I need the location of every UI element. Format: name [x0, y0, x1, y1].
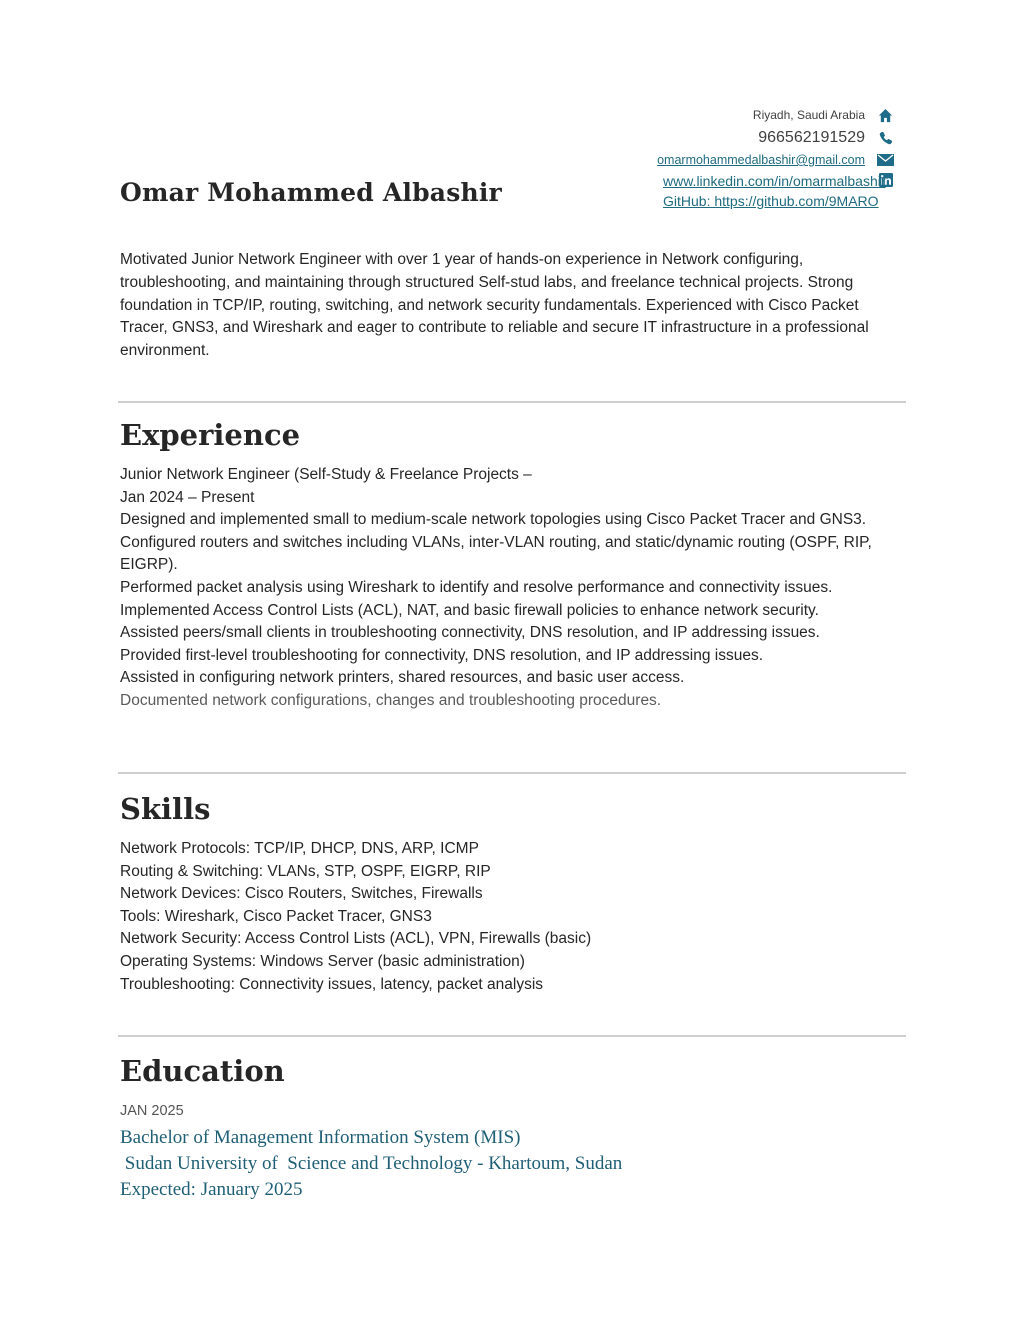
email-link[interactable]: omarmohammedalbashir@gmail.com: [657, 153, 865, 167]
skill-item: Operating Systems: Windows Server (basic administration): [120, 952, 525, 970]
contact-location-row: [753, 104, 894, 126]
job-role: Junior Network Engineer (Self-Study & Freelance Projects –: [120, 466, 532, 483]
job-dates: Jan 2024 – Present: [120, 488, 255, 506]
contact-email-row: [657, 149, 894, 171]
professional-summary: Motivated Junior Network Engineer with over 1 year of hands-on experience in Network configuring, troubleshooting, and maintaining through structured Self-stud labs, and freelance technical projects. Strong foundation in TCP/IP, routing, switching, and network security fundamentals. Experienced with Cisco Packet Tracer, GNS3, and Wireshark and eager to contribute to reliable and secure IT infrastructure in a professional environment.: [120, 251, 869, 360]
skill-item: Tools: Wireshark, Cisco Packet Tracer, GNS3: [120, 907, 432, 925]
section-divider: [118, 772, 906, 774]
skills-heading: Skills: [120, 792, 211, 826]
expected-graduation: Expected: January 2025: [120, 1179, 303, 1200]
skill-item: Routing & Switching: VLANs, STP, OSPF, EIGRP, RIP: [120, 862, 491, 880]
skills-list: [120, 838, 910, 996]
experience-item: Configured routers and switches including VLANs, inter-VLAN routing, and static/dynamic routing (OSPF, RIP, EIGRP).: [120, 533, 872, 574]
experience-item: Performed packet analysis using Wireshark to identify and resolve performance and connectivity issues.: [120, 578, 833, 596]
phone-icon: [877, 130, 894, 147]
email-icon: [877, 152, 894, 169]
location-text: Riyadh, Saudi Arabia: [752, 108, 865, 122]
experience-item: Documented network configurations, changes and troubleshooting procedures.: [120, 691, 662, 709]
phone-text: 966562191529: [758, 129, 865, 146]
education-heading: Education: [120, 1054, 285, 1088]
contact-phone-row: [758, 127, 894, 149]
skill-item: Network Devices: Cisco Routers, Switches, Firewalls: [120, 885, 483, 903]
experience-item: Designed and implemented small to medium-scale network topologies using Cisco Packet Tracer and GNS3.: [120, 511, 867, 529]
experience-item: Implemented Access Control Lists (ACL), NAT, and basic firewall policies to enhance network security.: [120, 601, 819, 619]
skill-item: Troubleshooting: Connectivity issues, latency, packet analysis: [120, 975, 544, 993]
linkedin-link[interactable]: www.linkedin.com/in/omarmalbashir: [663, 173, 886, 189]
experience-heading: Experience: [120, 418, 301, 452]
github-link[interactable]: GitHub: https://github.com/9MARO: [663, 193, 879, 209]
education-date: JAN 2025: [120, 1103, 184, 1119]
contact-block: [554, 102, 894, 212]
skill-item: Network Protocols: TCP/IP, DHCP, DNS, ARP, ICMP: [120, 840, 479, 857]
experience-list: [120, 464, 910, 713]
section-divider: [118, 1035, 906, 1037]
home-icon: [877, 107, 894, 124]
section-divider: [118, 401, 906, 403]
candidate-name: Omar Mohammed Albashir: [120, 178, 502, 207]
experience-item: Assisted peers/small clients in troubleshooting connectivity, DNS resolution, and IP addressing issues.: [120, 624, 820, 642]
skill-item: Network Security: Access Control Lists (ACL), VPN, Firewalls (basic): [120, 930, 592, 948]
degree: Bachelor of Management Information System (MIS): [120, 1127, 521, 1148]
experience-item: Provided first-level troubleshooting for connectivity, DNS resolution, and IP addressing issues.: [120, 646, 764, 664]
experience-item: Assisted in configuring network printers, shared resources, and basic user access.: [120, 669, 685, 687]
school: Sudan University of Science and Technology - Khartoum, Sudan: [120, 1153, 623, 1174]
education-details: [120, 1125, 622, 1203]
